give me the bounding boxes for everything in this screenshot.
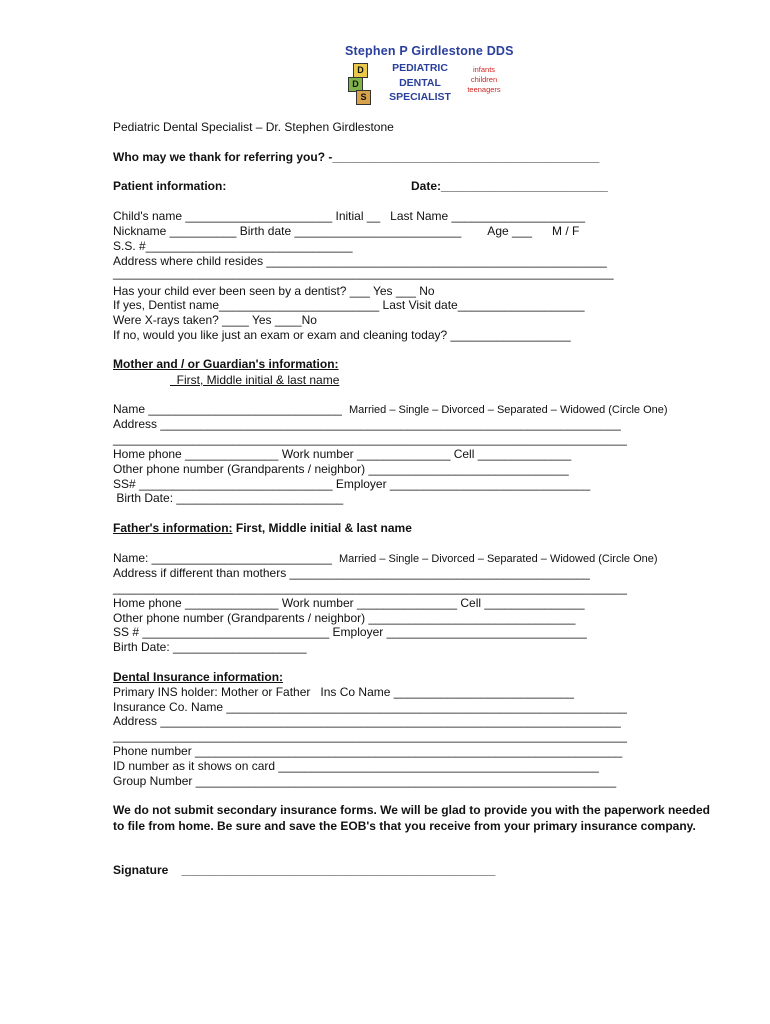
insurance-address-line2[interactable]: _____________________________________________________________________________ [113, 729, 627, 743]
block-d2: D [348, 77, 363, 92]
insurance-address-field[interactable]: Address _____________________________________________________________________ [113, 714, 621, 728]
mother-info-subheading: First, Middle initial & last name [170, 373, 340, 387]
mother-other-phone-field[interactable]: Other phone number (Grandparents / neighbor) ______________________________ [113, 462, 569, 476]
father-other-phone-field[interactable]: Other phone number (Grandparents / neighbor) _______________________________ [113, 611, 576, 625]
logo-side-line: children [470, 75, 498, 84]
insurance-id-field[interactable]: ID number as it shows on card ________________________________________________ [113, 759, 599, 773]
logo-side-line: infants [472, 65, 496, 74]
insurance-company-field[interactable]: Insurance Co. Name ____________________________________________________________ [113, 700, 627, 714]
father-heading-label: Father's information: [113, 521, 233, 535]
father-address-line2[interactable]: _____________________________________________________________________________ [113, 581, 627, 595]
logo-side-line: teenagers [467, 85, 501, 94]
mother-phones-field[interactable]: Home phone ______________ Work number ______________ Cell ______________ [113, 447, 572, 461]
alphabet-blocks-icon [348, 61, 372, 105]
father-birthdate-field[interactable]: Birth Date: ____________________ [113, 640, 307, 654]
xrays-field[interactable]: Were X-rays taken? ____ Yes ____No [113, 313, 317, 327]
father-heading-rest: First, Middle initial & last name [232, 521, 412, 535]
mother-address-field[interactable]: Address _____________________________________________________________________ [113, 417, 621, 431]
insurance-holder-field[interactable]: Primary INS holder: Mother or Father Ins Co Name ___________________________ [113, 685, 574, 699]
mother-info-heading: Mother and / or Guardian's information: [113, 357, 339, 371]
father-marital-status[interactable]: Married – Single – Divorced – Separated – Widowed (Circle One) [339, 553, 658, 565]
mother-address-line2[interactable]: _____________________________________________________________________________ [113, 432, 627, 446]
child-address-field[interactable]: Address where child resides ___________________________________________________ [113, 254, 607, 268]
logo-age-groups [466, 65, 502, 95]
father-phones-field[interactable]: Home phone ______________ Work number _______________ Cell _______________ [113, 596, 585, 610]
previous-dentist-field[interactable]: If yes, Dentist name________________________ Last Visit date___________________ [113, 298, 585, 312]
practice-logo [340, 44, 514, 106]
patient-info-heading: Patient information: [113, 179, 227, 193]
father-ss-employer-field[interactable]: SS # ____________________________ Employer ______________________________ [113, 625, 587, 639]
insurance-phone-field[interactable]: Phone number ________________________________________________________________ [113, 744, 623, 758]
mother-birthdate-field[interactable]: Birth Date: _________________________ [113, 491, 344, 505]
father-name-field[interactable]: Name: ___________________________ [113, 551, 332, 565]
secondary-insurance-notice: We do not submit secondary insurance forms. We will be glad to provide you with the paperwork needed to file from home. Be sure and save the EOB's that you receive from your primary insurance company. [113, 803, 710, 833]
logo-title: Stephen P Girdlestone DDS [345, 44, 514, 58]
referral-field[interactable]: Who may we thank for referring you? -________________________________________ [113, 150, 600, 164]
date-field[interactable]: Date:_________________________ [411, 179, 608, 193]
mother-marital-status[interactable]: Married – Single – Divorced – Separated – Widowed (Circle One) [349, 404, 668, 416]
block-s: S [356, 90, 371, 105]
logo-line: DENTAL [399, 76, 441, 89]
logo-main-text [386, 61, 454, 105]
page-header: Pediatric Dental Specialist – Dr. Stephen Girdlestone [113, 120, 394, 134]
signature-field[interactable]: Signature _______________________________________________ [113, 863, 496, 877]
mother-name-field[interactable]: Name _____________________________ [113, 402, 342, 416]
child-address-line2[interactable]: ___________________________________________________________________________ [113, 266, 614, 280]
father-info-heading [113, 521, 412, 535]
nickname-birthdate-field[interactable]: Nickname __________ Birth date _________________________ Age ___ M / F [113, 224, 580, 238]
logo-line: SPECIALIST [389, 91, 451, 103]
mother-ss-employer-field[interactable]: SS# _____________________________ Employer ______________________________ [113, 477, 591, 491]
block-d1: D [353, 63, 368, 78]
exam-preference-field[interactable]: If no, would you like just an exam or exam and cleaning today? __________________ [113, 328, 571, 342]
ss-number-field[interactable]: S.S. #_______________________________ [113, 239, 353, 253]
insurance-heading: Dental Insurance information: [113, 670, 284, 684]
insurance-group-field[interactable]: Group Number _______________________________________________________________ [113, 774, 617, 788]
child-name-field[interactable]: Child's name ______________________ Initial __ Last Name ____________________ [113, 209, 586, 223]
logo-line: PEDIATRIC [392, 62, 448, 74]
seen-dentist-field[interactable]: Has your child ever been seen by a dentist? ___ Yes ___ No [113, 284, 435, 298]
father-address-field[interactable]: Address if different than mothers _____________________________________________ [113, 566, 590, 580]
